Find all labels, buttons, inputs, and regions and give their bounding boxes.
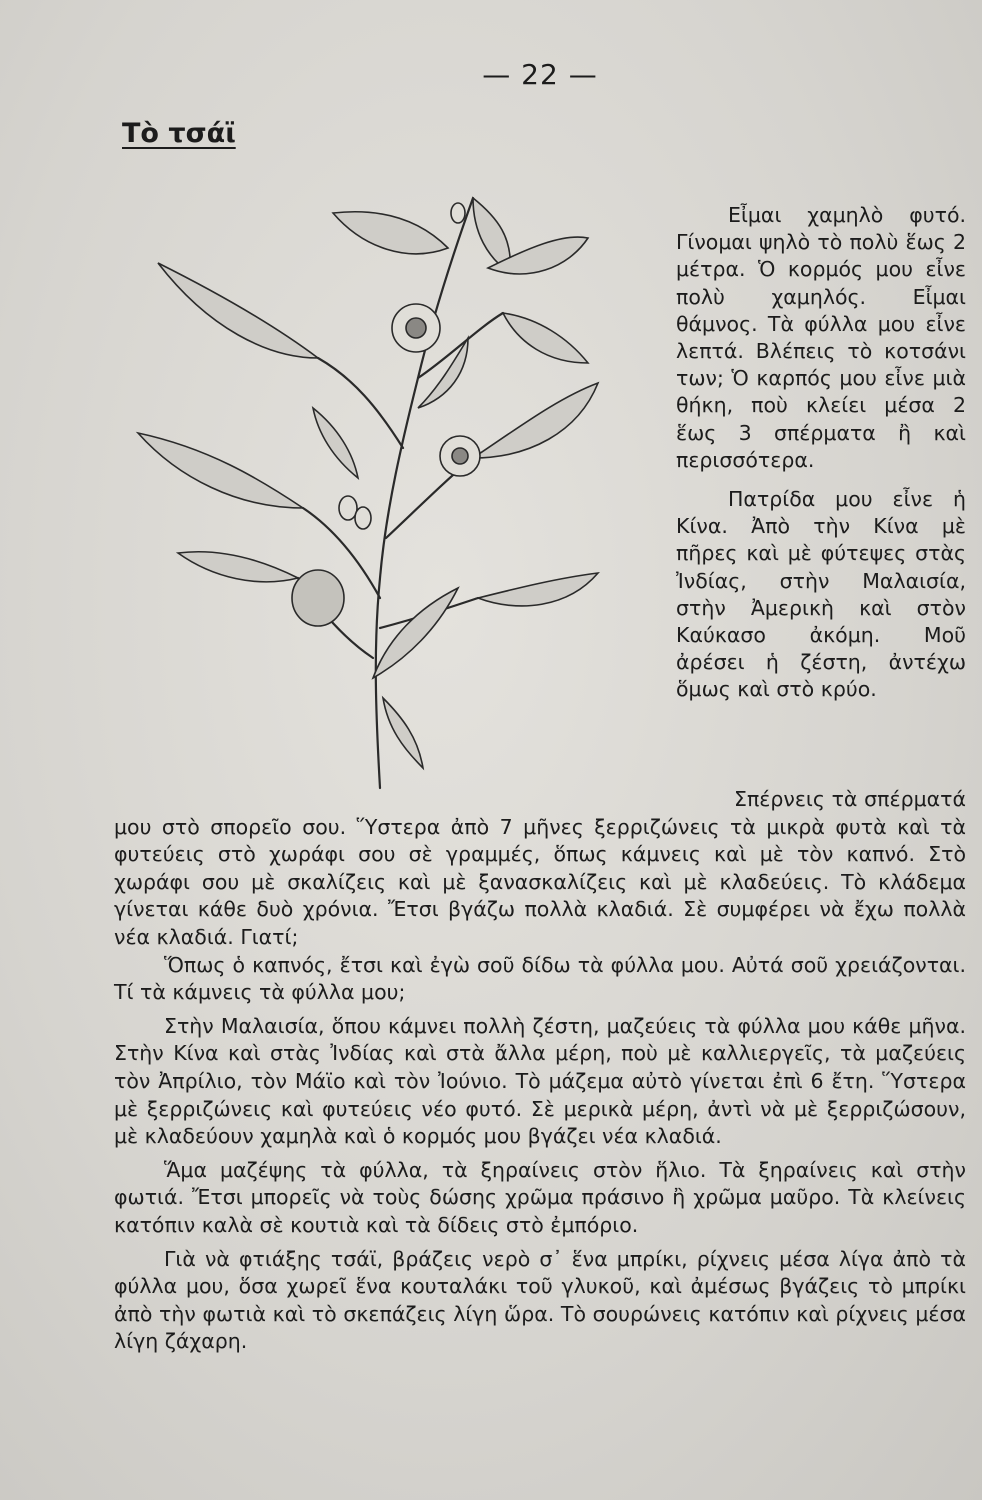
leaf	[478, 573, 598, 606]
side-paragraph: Εἶμαι χαμηλὸ φυτό. Γίνομαι ψηλὸ τὸ πολὺ ἕως 2 μέτρα. Ὁ κορμός μου εἶνε πολὺ χαμηλός. Εἶμαι θάμνος. Τὰ φύλλα μου εἶνε λεπτά. Βλέπεις τὸ κοτσάνι των; Ὁ καρπός μου εἶνε μιὰ θήκη, ποὺ κλείει μέσα 2 ἕως 3 σπέρματα ἢ καὶ περισσότερα.	[676, 203, 966, 472]
leaf	[313, 408, 358, 478]
leaf	[373, 588, 458, 678]
leaf	[383, 698, 423, 768]
chapter-title: Τὸ τσάϊ	[122, 118, 236, 149]
plant-stem	[376, 198, 473, 788]
leaf	[178, 552, 298, 582]
body-paragraph: Ὅπως ὁ καπνός, ἔτσι καὶ ἐγὼ σοῦ δίδω τὰ φύλλα μου. Αὐτά σοῦ χρειάζονται. Τί τὰ κάμνεις τὰ φύλλα μου;	[114, 952, 966, 1005]
page-number: — 22 —	[482, 58, 598, 91]
side-text-column	[676, 202, 966, 704]
body-paragraph: Γιὰ νὰ φτιάξης τσάϊ, βράζεις νερὸ σ᾿ ἕνα μπρίκι, ρίχνεις μέσα λίγα ἀπὸ τὰ φύλλα μου, ὅσα χωρεῖ ἕνα κουταλάκι τοῦ γλυκοῦ, καὶ ἀμέσως βγάζεις τὸ μπρίκι ἀπὸ τὴν φωτιὰ καὶ τὸ σκεπάζεις λίγη ὥρα. Τὸ σουρώνεις κατόπιν καὶ ρίχνεις μέσα λίγη ζάχαρη.	[114, 1246, 966, 1354]
body-paragraph: Στὴν Μαλαισία, ὅπου κάμνει πολλὴ ζέστη, μαζεύεις τὰ φύλλα μου κάθε μῆνα. Στὴν Κίνα καὶ στὰς Ἰνδίας καὶ στὰ ἄλλα μέρη, ποὺ μὲ καλλιεργεῖς, τὰ μαζεύεις τὸν Ἀπρίλιο, τὸν Μάϊο καὶ τὸν Ἰούνιο. Τὸ μάζεμα αὐτὸ γίνεται ἐπὶ 6 ἔτη. Ὕστερα μὲ ξερριζώνεις καὶ φυτεύεις νέο φυτό. Σὲ μερικὰ μέρη, ἀντὶ νὰ μὲ ξερριζώσουν, μὲ κλαδεύουν χαμηλὰ καὶ ὁ κορμός μου βγάζει νέα κλαδιά.	[114, 1013, 966, 1149]
flower	[392, 304, 440, 352]
bud	[451, 203, 465, 223]
side-paragraph: Πατρίδα μου εἶνε ἡ Κίνα. Ἀπὸ τὴν Κίνα μὲ πῆρες καὶ μὲ φύτεψες στὰς Ἰνδίας, στὴν Μαλαισία, στὴν Ἀμερικὴ καὶ στὸν Καύκασο ἀκόμη. Μοῦ ἀρέσει ἡ ζέστη, ἀντέχω ὅμως καὶ στὸ κρύο.	[676, 487, 966, 702]
leaf	[333, 212, 448, 254]
fruit	[292, 570, 344, 626]
body-paragraph: Σπέρνεις τὰ σπέρματά μου στὸ σπορεῖο σου. Ὕστερα ἀπὸ 7 μῆνες ξερριζώνεις τὰ μικρὰ φυτὰ καὶ τὰ φυτεύεις στὸ χωράφι σου σὲ γραμμές, ὅπως κάμνεις καὶ μὲ τὸν καπνό. Στὸ χωράφι σου μὲ σκαλίζεις καὶ μὲ ξανασκαλίζεις καὶ μὲ κλαδεύεις. Τὸ κλάδεμα γίνεται κάθε δυὸ χρόνια. Ἔτσι βγάζω πολλὰ κλαδιά. Σὲ συμφέρει νὰ ἔχω πολλὰ νέα κλαδιά. Γιατί;	[114, 787, 966, 949]
leaf	[158, 263, 318, 358]
bud	[355, 507, 371, 529]
body-text	[114, 786, 966, 1356]
leaf	[138, 433, 303, 508]
leaf	[503, 313, 588, 363]
flower	[440, 436, 480, 476]
leaf	[473, 383, 598, 458]
tea-plant-illustration	[118, 178, 728, 803]
body-paragraph: Ἅμα μαζέψης τὰ φύλλα, τὰ ξηραίνεις στὸν ἥλιο. Τὰ ξηραίνεις καὶ στὴν φωτιά. Ἔτσι μπορεῖς νὰ τοὺς δώσης χρῶμα πράσινο ἢ χρῶμα μαῦρο. Τὰ κλείνεις κατόπιν καλὰ σὲ κουτιὰ καὶ τὰ δίδεις στὸ ἐμπόριο.	[114, 1157, 966, 1237]
